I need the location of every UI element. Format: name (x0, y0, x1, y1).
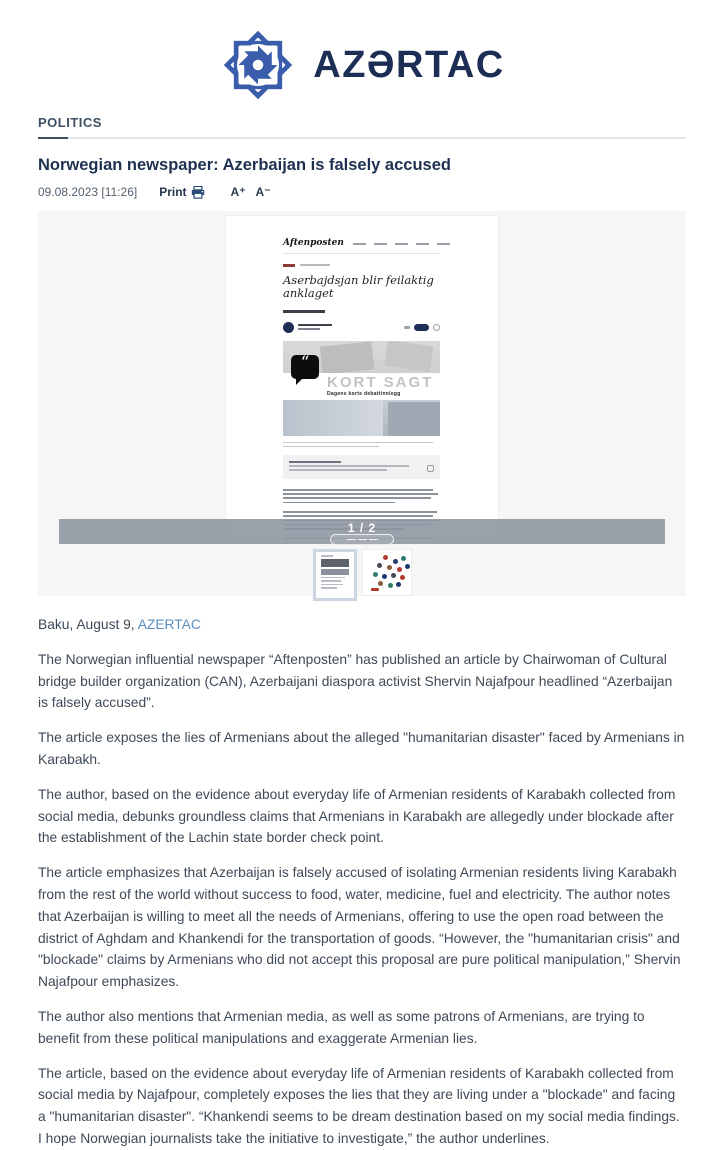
font-decrease-button[interactable]: A⁻ (255, 185, 271, 199)
embed-hero-image (283, 341, 440, 436)
embed-divider (283, 253, 440, 254)
azertac-link[interactable]: AZERTAC (137, 617, 201, 632)
share-icon (433, 324, 440, 331)
carousel-counter-bar (59, 519, 665, 544)
print-label: Print (159, 185, 187, 199)
article-body (38, 614, 686, 1150)
embed-masthead: Aftenposten (283, 238, 344, 248)
embed-kicker (283, 310, 325, 313)
article-meta (38, 185, 686, 199)
paragraph: The article, based on the evidence about everyday life of Armenian residents of Karabakh collected from social media by Najafpour, completely exposes the lies that they are living under a "blockade" and facing a "humanitarian disaster". “Khankendi seems to be dream destination based on my social media findings. I hope Norwegian journalists take the initiative to investigate,” the author underlines. (38, 1065, 680, 1146)
print-button[interactable] (159, 185, 204, 199)
thumbnail-2[interactable] (362, 549, 412, 596)
font-increase-button[interactable]: A⁺ (230, 185, 246, 199)
views-icon (404, 326, 410, 329)
embed-caption (283, 442, 440, 448)
embed-overlay-title: KORT SAGT (327, 373, 434, 391)
font-size-controls (231, 185, 271, 199)
paragraph: The article emphasizes that Azerbaijan is falsely accused of isolating Armenian residents living Karabakh from the rest of the world without success to food, water, medicine, fuel and electricity. The author notes that Azerbaijan is willing to meet all the needs of Armenians, offering to use the open road between the district of Aghdam and Khankendi for the transportation of goods. “However, the "humanitarian crisis" and "blockade" claims by Armenians who did not accept this proposal are pure political manipulation,” Shervin Najafpour emphasizes. (38, 865, 681, 990)
carousel-slide-image[interactable] (226, 216, 498, 542)
paragraph: The article exposes the lies of Armenians about the alleged "humanitarian disaster" faced by Armenians in Karabakh. (38, 730, 685, 767)
embed-breadcrumb (283, 264, 440, 267)
breadcrumb (38, 114, 686, 139)
paragraph: The author, based on the evidence about everyday life of Armenian residents of Karabakh collected from social media, debunks groundless claims that Armenians in Karabakh are allegedly under blockade after the establishment of the Lachin state border check point. (38, 786, 676, 846)
carousel-counter-pill[interactable] (330, 534, 394, 545)
paragraph: The Norwegian influential newspaper “Aftenposten” has published an article by Chairwoman of Cultural bridge builder organization (CAN), Azerbaijani diaspora activist Shervin Najafpour headlined “Azerbaijan is falsely accused”. (38, 651, 673, 711)
section-link-politics[interactable]: POLITICS (38, 115, 102, 130)
embed-headline: Aserbajdsjan blir feilaktig anklaget (283, 272, 434, 301)
embed-nav-links (353, 243, 450, 245)
section-divider (38, 137, 686, 139)
carousel-thumbnails (38, 549, 686, 601)
follow-toggle (414, 324, 429, 331)
quote-bubble-icon: “ (291, 355, 319, 379)
avatar (283, 322, 294, 333)
carousel-counter: 1 / 2 (347, 521, 377, 535)
embed-info-box (283, 455, 440, 479)
paragraph: The author also mentions that Armenian media, as well as some patrons of Armenians, are trying to benefit from these political manipulations and exaggerate Armenian lies. (38, 1008, 645, 1046)
article-date: 09.08.2023 [11:26] (38, 185, 138, 199)
azertac-logo-icon (219, 26, 297, 104)
image-carousel (38, 211, 686, 596)
page-title: Norwegian newspaper: Azerbaijan is falsely accused (38, 156, 451, 174)
dateline (38, 614, 686, 636)
dateline-text: Baku, August 9, (38, 617, 138, 632)
brand-wordmark[interactable]: AZƏRTAC (313, 43, 505, 86)
printer-icon (191, 186, 205, 199)
embed-byline (283, 322, 440, 333)
thumbnail-1-selected[interactable] (313, 549, 357, 601)
embed-overlay-subtitle: Dagens korte debattinnlegg (327, 390, 401, 397)
site-header (0, 0, 724, 104)
